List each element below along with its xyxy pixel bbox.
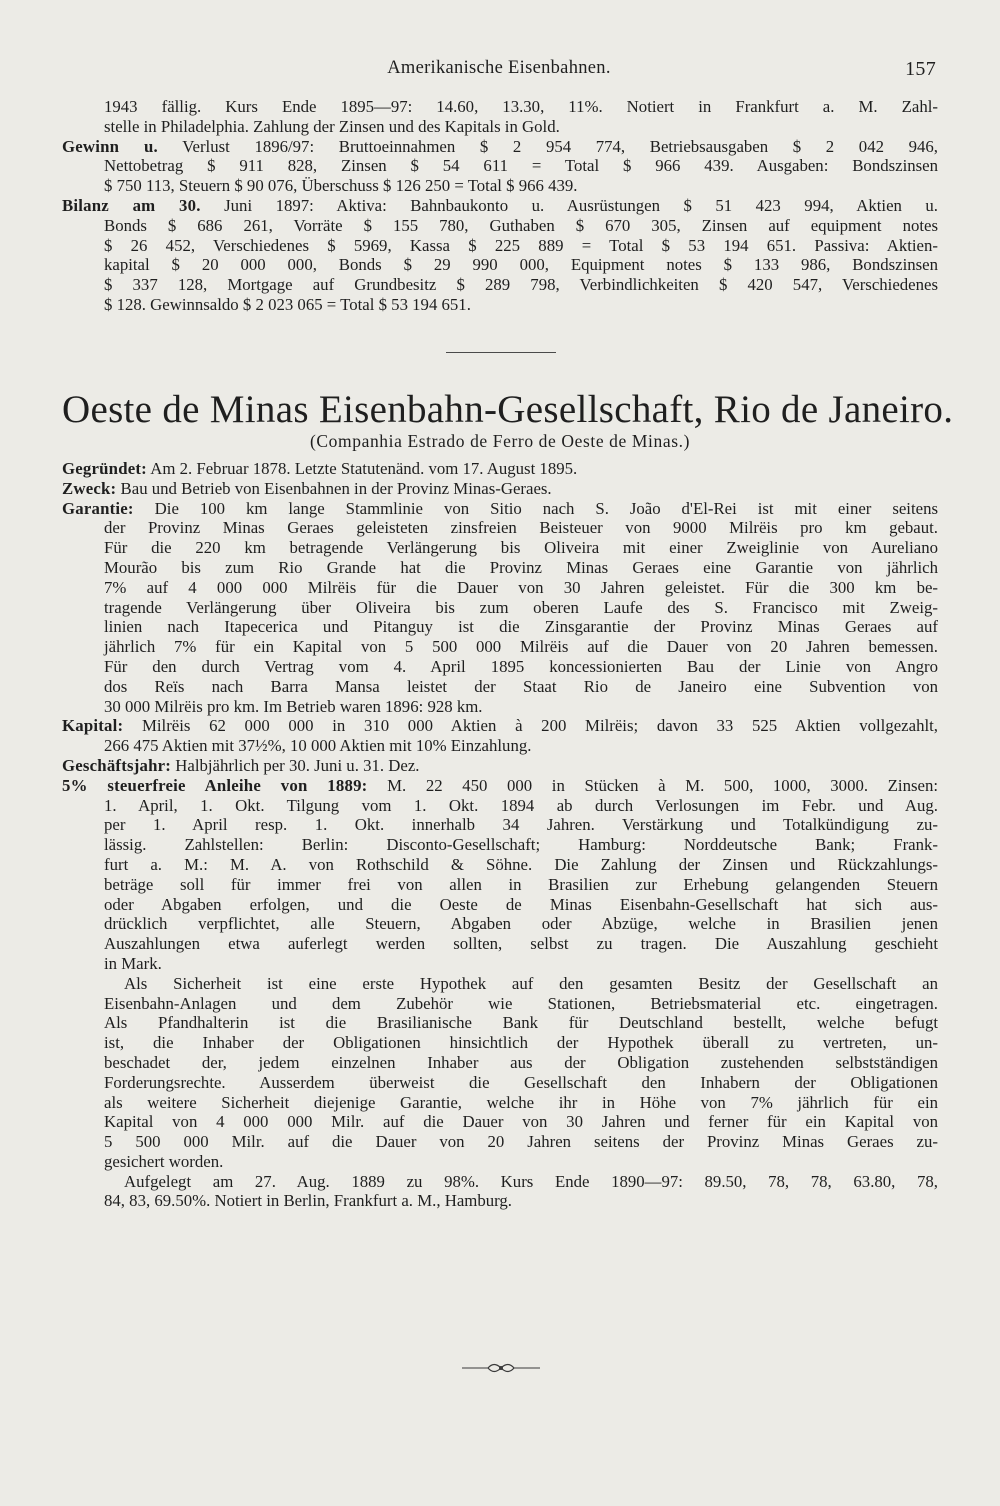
- text-line: $ 337 128, Mortgage auf Grundbesitz $ 289 798, Verbindlichkeiten $ 420 547, Verschiedenes: [104, 275, 938, 295]
- text-line: Aufgelegt am 27. Aug. 1889 zu 98%. Kurs Ende 1890—97: 89.50, 78, 78, 63.80, 78,: [124, 1171, 938, 1191]
- running-title: Amerikanische Eisenbahnen.: [387, 58, 611, 78]
- text-line: Mourão bis zum Rio Grande hat die Provinz Minas Geraes eine Garantie von jährlich: [104, 557, 938, 577]
- field-value: Am 2. Februar 1878. Letzte Statutenänd. vom 17. August 1895.: [150, 459, 578, 478]
- text-line: 5 500 000 Milr. auf die Dauer von 20 Jahren seitens der Provinz Minas Geraes zu-: [104, 1132, 938, 1152]
- text-line: [62, 459, 938, 479]
- field-value: Halbjährlich per 30. Juni u. 31. Dez.: [175, 755, 420, 775]
- text-line: furt a. M.: M. A. von Rothschild & Söhne. Die Zahlung der Zinsen und Rückzahlungs-: [104, 854, 938, 874]
- text-line: Eisenbahn-Anlagen und dem Zubehör wie Stationen, Betriebsmaterial etc. eingetragen.: [104, 993, 938, 1013]
- field-label-anleihe: 5% steuerfreie Anleihe von 1889:: [62, 775, 368, 795]
- text-line: per 1. April resp. 1. Okt. innerhalb 34 Jahren. Verstärkung und Totalkündigung zu-: [104, 815, 938, 835]
- text-line: [62, 137, 938, 157]
- section-label: Bilanz am 30.: [62, 195, 201, 215]
- text-line: [62, 479, 938, 499]
- text-line: $ 26 452, Verschiedenes $ 5969, Kassa $ 225 889 = Total $ 53 194 651. Passiva: Aktien-: [104, 235, 938, 255]
- text-line: $ 750 113, Steuern $ 90 076, Überschuss $ 126 250 = Total $ 966 439.: [104, 176, 578, 196]
- text-line: Für die 220 km betragende Verlängerung bis Oliveira mit einer Zweiglinie von Aureliano: [104, 538, 938, 558]
- text-line: 30 000 Milrëis pro km. Im Betrieb waren 1896: 928 km.: [104, 696, 483, 716]
- text-line: $ 128. Gewinnsaldo $ 2 023 065 = Total $ 53 194 651.: [104, 294, 471, 314]
- text-line: ist, die Inhaber der Obligationen hinsichtlich der Hypothek überall zu vertreten, un-: [104, 1033, 938, 1053]
- field-label-kapital: Kapital:: [62, 716, 124, 736]
- text-line: 7% auf 4 000 000 Milrëis für die Dauer von 30 Jahren geleistet. Für die 300 km be-: [104, 577, 938, 597]
- section-label: Gewinn u.: [62, 136, 158, 156]
- field-value: M. 22 450 000 in Stücken à M. 500, 1000, 3000. Zinsen:: [387, 775, 938, 795]
- text-run: Juni 1897: Aktiva: Bahnbaukonto u. Ausrüstungen $ 51 423 994, Aktien u.: [224, 195, 938, 215]
- text-run: Verlust 1896/97: Bruttoeinnahmen $ 2 954 774, Betriebsausgaben $ 2 042 946,: [182, 136, 938, 156]
- text-line: oder Abgaben erfolgen, und die Oeste de Minas Eisenbahn-Gesellschaft hat sich aus-: [104, 894, 938, 914]
- page-header: [62, 58, 936, 84]
- company-title: Oeste de Minas Eisenbahn-Gesellschaft, Rio de Janeiro.: [62, 388, 954, 431]
- text-line: linien nach Itapecerica und Pitanguy ist die Zinsgarantie der Provinz Minas Geraes auf: [104, 617, 938, 637]
- text-line: 84, 83, 69.50%. Notiert in Berlin, Frankfurt a. M., Hamburg.: [104, 1191, 512, 1211]
- text-line: [62, 196, 938, 216]
- company-subtitle: (Companhia Estrado de Ferro de Oeste de Minas.): [309, 431, 691, 451]
- text-line: kapital $ 20 000 000, Bonds $ 29 990 000, Equipment notes $ 133 986, Bondszinsen: [104, 255, 938, 275]
- text-line: [62, 756, 938, 776]
- field-label-garantie: Garantie:: [62, 498, 134, 518]
- company-details: [62, 459, 938, 1211]
- field-label-geschaeftsjahr: Geschäftsjahr:: [62, 755, 172, 775]
- field-value: Milrëis 62 000 000 in 310 000 Aktien à 200 Milrëis; davon 33 525 Aktien vollgezahlt,: [141, 716, 938, 736]
- text-line: tragende Verlängerung über Oliveira bis zum oberen Laufe des S. Francisco mit Zweig-: [104, 597, 938, 617]
- field-label-gegruendet: Gegründet:: [62, 459, 147, 478]
- text-line: dos Reïs nach Barra Mansa leistet der Staat Rio de Janeiro eine Subvention von: [104, 676, 938, 696]
- text-line: [62, 499, 938, 519]
- text-line: lässig. Zahlstellen: Berlin: Disconto-Gesellschaft; Hamburg: Norddeutsche Bank; Frank-: [104, 835, 938, 855]
- text-line: jährlich 7% für ein Kapital von 5 500 000 Milrëis auf die Dauer von 20 Jahren bemessen.: [104, 637, 938, 657]
- field-label-zweck: Zweck:: [62, 478, 117, 498]
- previous-entry-section: [62, 97, 938, 315]
- text-line: gesichert worden.: [104, 1151, 224, 1171]
- text-line: stelle in Philadelphia. Zahlung der Zinsen und des Kapitals in Gold.: [104, 116, 560, 136]
- text-line: Als Pfandhalterin ist die Brasilianische Bank für Deutschland bestellt, welche befugt: [104, 1013, 938, 1033]
- section-divider: [446, 352, 556, 353]
- text-line: als weitere Sicherheit diejenige Garantie, welche ihr in Höhe von 7% jährlich für ein: [104, 1092, 938, 1112]
- text-line: Für den durch Vertrag vom 4. April 1895 koncessionierten Bau der Linie von Angro: [104, 656, 938, 676]
- text-line: [62, 776, 938, 796]
- text-line: drücklich verpflichtet, alle Steuern, Abgaben oder Abzüge, welche in Brasilien jenen: [104, 914, 938, 934]
- text-line: Kapital von 4 000 000 Milr. auf die Dauer von 30 Jahren und ferner für ein Kapital von: [104, 1112, 938, 1132]
- text-line: 266 475 Aktien mit 37½%, 10 000 Aktien mit 10% Einzahlung.: [104, 736, 532, 756]
- text-line: 1. April, 1. Okt. Tilgung vom 1. Okt. 1894 ab durch Verlosungen im Febr. und Aug.: [104, 795, 938, 815]
- text-line: beträge soll für immer frei von allen in Brasilien zur Erhebung gelangenden Steuern: [104, 874, 938, 894]
- text-line: Als Sicherheit ist eine erste Hypothek auf den gesamten Besitz der Gesellschaft an: [124, 973, 938, 993]
- page-number: 157: [905, 58, 936, 80]
- field-value: Bau und Betrieb von Eisenbahnen in der Provinz Minas-Geraes.: [120, 478, 552, 498]
- text-line: Auszahlungen etwa auferlegt werden sollten, selbst zu tragen. Die Auszahlung geschieht: [104, 934, 938, 954]
- ornament-icon: [462, 1358, 540, 1378]
- text-line: beschadet der, jedem einzelnen Inhaber aus der Obligation zustehenden selbstständigen: [104, 1052, 938, 1072]
- text-line: in Mark.: [104, 953, 162, 973]
- text-line: 1943 fällig. Kurs Ende 1895—97: 14.60, 13.30, 11%. Notiert in Frankfurt a. M. Zahl-: [104, 97, 938, 116]
- text-line: der Provinz Minas Geraes geleisteten zinsfreien Beisteuer von 9000 Milrëis pro km gebaut.: [104, 518, 938, 538]
- text-line: Nettobetrag $ 911 828, Zinsen $ 54 611 = Total $ 966 439. Ausgaben: Bondszinsen: [104, 156, 938, 176]
- field-value: Die 100 km lange Stammlinie von Sitio nach S. João d'El-Rei ist mit einer seitens: [154, 498, 938, 518]
- text-line: Bonds $ 686 261, Vorräte $ 155 780, Guthaben $ 670 305, Zinsen auf equipment notes: [104, 215, 938, 235]
- text-line: Forderungsrechte. Ausserdem überweist die Gesellschaft den Inhabern der Obligationen: [104, 1072, 938, 1092]
- text-line: [62, 716, 938, 736]
